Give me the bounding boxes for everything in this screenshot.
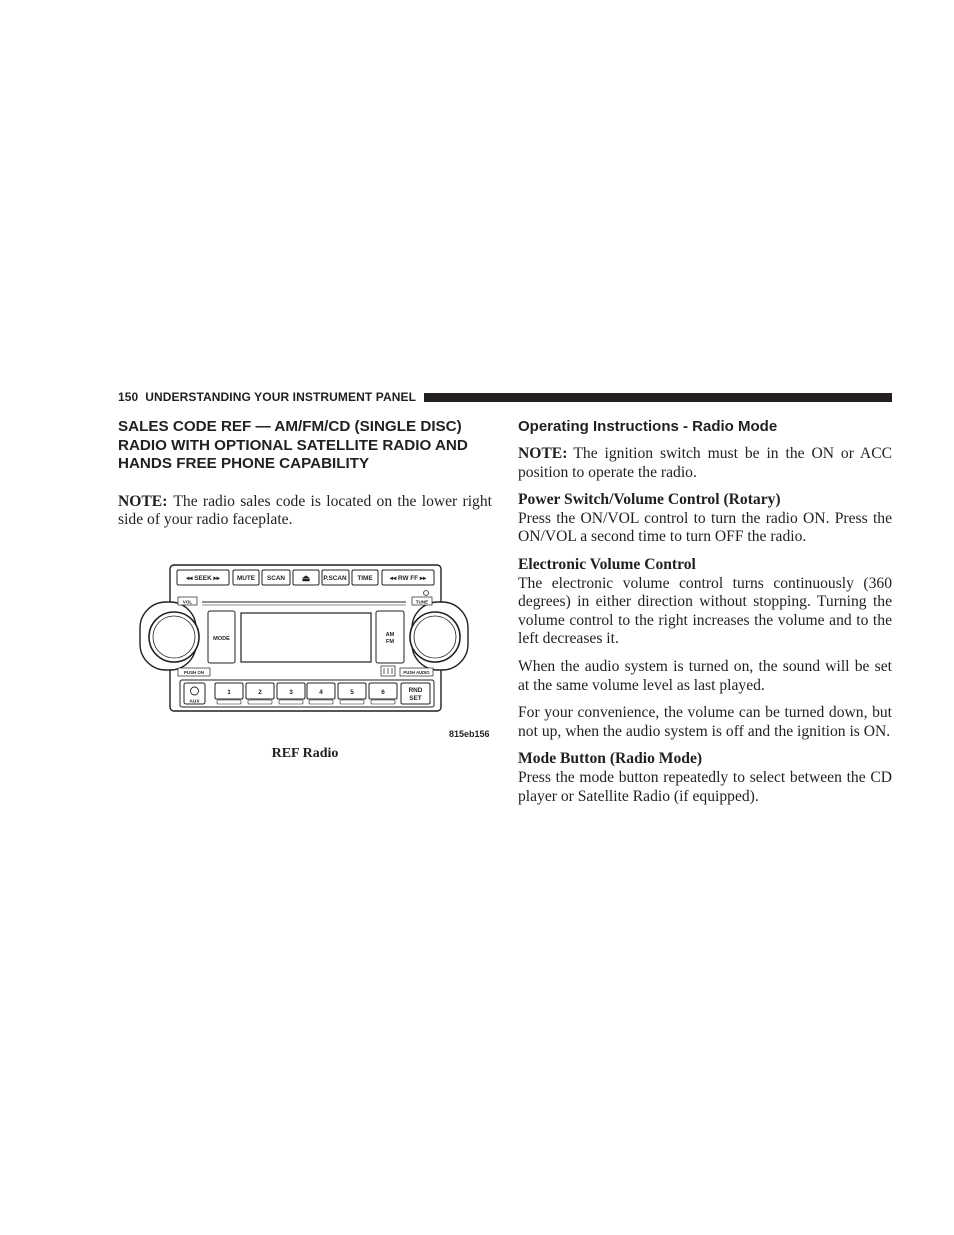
figure-code: 815eb156 bbox=[449, 729, 490, 739]
page-header-text bbox=[118, 390, 416, 404]
preset-indicator bbox=[340, 700, 364, 704]
time-label: TIME bbox=[357, 575, 373, 582]
figure-caption: REF Radio bbox=[271, 746, 339, 761]
preset-label: 5 bbox=[350, 689, 354, 696]
preset-indicator bbox=[371, 700, 395, 704]
body-paragraph: Press the ON/VOL control to turn the radio ON. Press the ON/VOL a second time to turn OFF the radio. bbox=[518, 509, 892, 546]
preset-label: 1 bbox=[227, 689, 231, 696]
preset-label: 6 bbox=[381, 689, 385, 696]
section-title: UNDERSTANDING YOUR INSTRUMENT PANEL bbox=[145, 390, 417, 404]
aux-jack bbox=[191, 687, 199, 695]
push-audio-label: PUSH AUDIO bbox=[403, 670, 430, 676]
topic-heading: Electronic Volume Control bbox=[518, 555, 696, 573]
rw-ff-label: ◂◂ RW FF ▸▸ bbox=[389, 575, 427, 582]
preset-label: 4 bbox=[319, 689, 323, 696]
radio-illustration bbox=[138, 560, 490, 742]
topic-heading: Mode Button (Radio Mode) bbox=[518, 750, 703, 768]
page-header bbox=[118, 390, 892, 404]
note-label: NOTE: bbox=[118, 492, 168, 510]
mute-label: MUTE bbox=[236, 575, 256, 582]
push-on-label: PUSH ON bbox=[183, 670, 205, 676]
am-label: AM bbox=[385, 632, 395, 638]
preset-label: 2 bbox=[258, 689, 262, 696]
preset-indicator bbox=[309, 700, 333, 704]
display-screen bbox=[241, 613, 371, 662]
preset-indicator bbox=[217, 700, 241, 704]
header-rule bbox=[424, 393, 892, 402]
aux-label: AUX bbox=[189, 699, 200, 705]
note-label: NOTE: bbox=[518, 445, 568, 462]
fm-label: FM bbox=[385, 639, 395, 645]
page-number: 150 bbox=[118, 390, 139, 404]
topic-heading: Power Switch/Volume Control (Rotary) bbox=[518, 491, 781, 509]
right-column bbox=[518, 418, 892, 806]
note-paragraph bbox=[518, 445, 892, 482]
body-paragraph: For your convenience, the volume can be turned down, but not up, when the audio system is off and the ignition is ON. bbox=[518, 704, 892, 740]
mode-label: MODE bbox=[213, 636, 230, 642]
note-paragraph bbox=[118, 493, 492, 530]
section-heading: SALES CODE REF — AM/FM/CD (SINGLE DISC) RADIO WITH OPTIONAL SATELLITE RADIO AND HANDS FREE PHONE CAPABILITY bbox=[118, 418, 468, 472]
left-column bbox=[118, 418, 492, 530]
note-text: The radio sales code is located on the lower right side of your radio faceplate. bbox=[118, 492, 492, 529]
body-paragraph: Press the mode button repeatedly to select between the CD player or Satellite Radio (if equipped). bbox=[518, 768, 892, 805]
pscan-label: P.SCAN bbox=[323, 575, 347, 582]
volume-knob bbox=[149, 612, 199, 662]
note-text: The ignition switch must be in the ON or ACC position to operate the radio. bbox=[518, 445, 892, 481]
tune-knob bbox=[410, 612, 460, 662]
tune-label: TUNE bbox=[415, 599, 429, 605]
body-paragraph: When the audio system is turned on, the sound will be set at the same volume level as last played. bbox=[518, 657, 892, 694]
eject-icon: ⏏ bbox=[301, 573, 311, 583]
body-paragraph: The electronic volume control turns continuously (360 degrees) in either direction without stopping. Turning the volume control to the right increases the volume and to the left decreases it. bbox=[518, 574, 892, 648]
rnd-label: RND bbox=[408, 687, 423, 694]
preset-label: 3 bbox=[289, 689, 293, 696]
preset-indicator bbox=[279, 700, 303, 704]
vol-label: VOL bbox=[182, 599, 193, 605]
set-label: SET bbox=[409, 695, 422, 702]
scan-label: SCAN bbox=[266, 575, 286, 582]
preset-indicator bbox=[248, 700, 272, 704]
subsection-heading: Operating Instructions - Radio Mode bbox=[518, 418, 778, 435]
seek-label: ◂◂ SEEK ▸▸ bbox=[186, 575, 220, 582]
